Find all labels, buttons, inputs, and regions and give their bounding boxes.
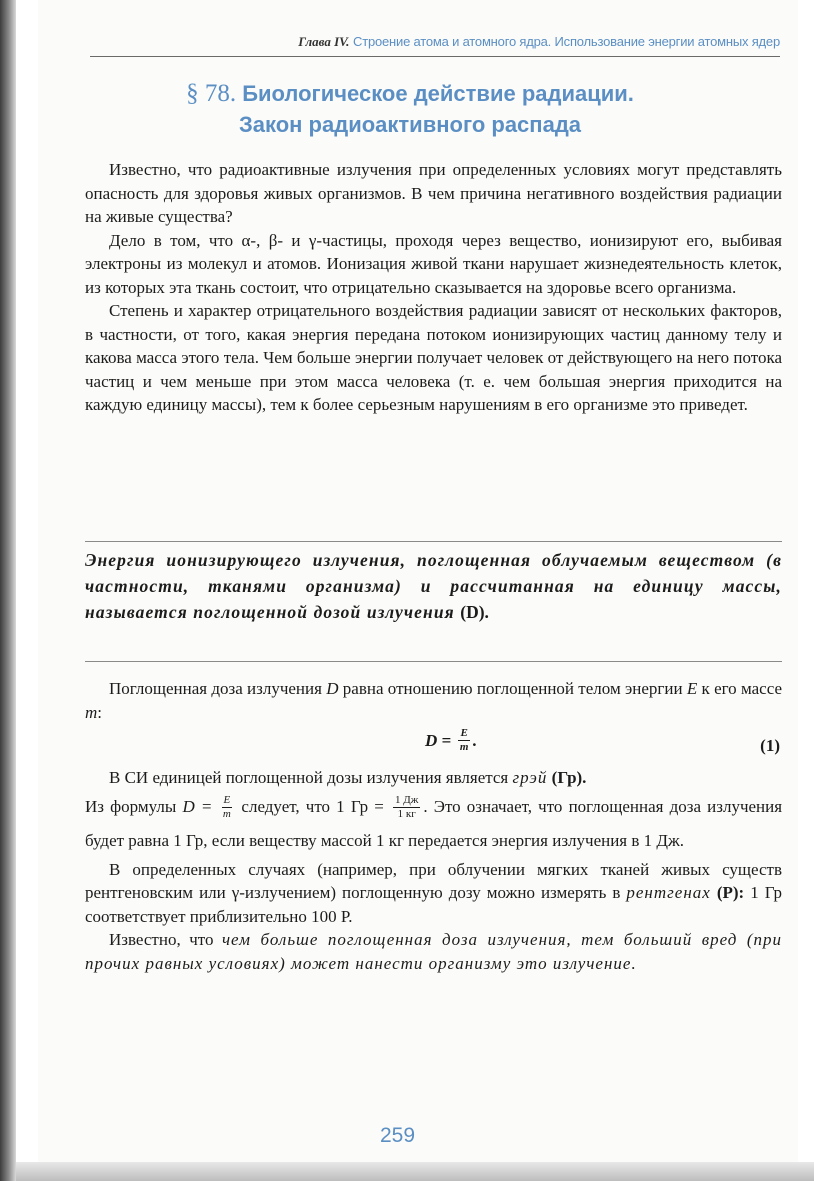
formula-text-block [85,677,782,975]
header-topic: Строение атома и атомного ядра. Использование энергии атомных ядер [353,34,780,49]
header-rule [90,56,780,57]
si-fraction-e-m: $\frac{E}{m}$ [222,794,231,821]
definition-rule-bottom [85,661,782,662]
paragraph-1: Известно, что радиоактивные излучения при определенных условиях могут представлять опасность для здоровья живых организмов. В чем причина негативного воздействия радиации на живые существа? [85,160,782,226]
book-spine-shadow [0,0,16,1181]
section-number: § 78. [186,80,237,107]
definition-rule-top [85,541,782,542]
si-unit-paragraph-cont: Из формулы D = $\frac{E}{m}$ следует, что 1 Гр = $\frac{1 Дж}{1 кг}$ . Это означает, что поглощенная доза излучения будет равна 1 Гр, если веществу массой 1 кг передается энергия излучения в 1 Дж. [85,794,783,850]
definition-box [85,547,782,625]
section-title-line2: Закон радиоактивного распада [238,112,582,137]
section-title-line1: Биологическое действие радиации. [242,81,634,106]
paragraph-3: Степень и характер отрицательного воздействия радиации зависят от нескольких факторов, в частности, от того, какая энергия передана потоком ионизирующих частиц данному телу и какова масса этого тела. Чем больше энергии получает человек от действующего на него потока частиц и чем меньше при этом масса человека (т. е. чем большая энергия приходится на каждую единицу массы), тем к более серьезным нарушениям в его организме это приведет. [85,301,782,414]
page-number: 259 [380,1124,416,1147]
running-header [90,34,780,50]
header-chapter: Глава IV. [298,34,350,49]
definition-symbol: (D). [460,602,489,622]
si-unit-paragraph: В СИ единицей поглощенной дозы излучения является грэй (Гр). [109,768,587,787]
si-fraction-unit: $\frac{1 Дж}{1 кг}$ [394,794,419,821]
formula-1-number: (1) [760,736,780,755]
formula-1-fraction: $\frac{E}{m}$ [459,727,469,753]
roentgen-paragraph: В определенных случаях (например, при облучении мягких тканей живых существ рентгеновским или γ-излучением) поглощенную дозу можно измерять в рентгенах (Р): 1 Гр соответствует приблизительно 100 Р. [85,859,782,926]
section-title [60,78,760,140]
paragraph-2: Дело в том, что α-, β- и γ-частицы, проходя через вещество, ионизируют его, выбивая электроны из молекул и атомов. Ионизация живой ткани нарушает жизнедеятельность клеток, из которых эта ткань состоит, что отрицательно сказывается на здоровье всего организма. [85,230,782,297]
page-bottom-shadow [16,1162,814,1181]
formula-1 [85,724,782,766]
conclusion-paragraph: Известно, что чем больше поглощенная доза излучения, тем больший вред (при прочих равных условиях) может нанести организму это излучение. [85,930,782,973]
formula-1-expression: D = $\frac{E}{m}$ . [425,727,478,753]
intro-text-block [85,158,782,417]
formula-intro: Поглощенная доза излучения D равна отношению поглощенной телом энергии E к его массе m: [85,679,782,722]
definition-text: Энергия ионизирующего излучения, поглощенная облучаемым веществом (в частности, тканями организма) и рассчитанная на единицу массы, называется поглощенной дозой излучения [85,550,782,622]
